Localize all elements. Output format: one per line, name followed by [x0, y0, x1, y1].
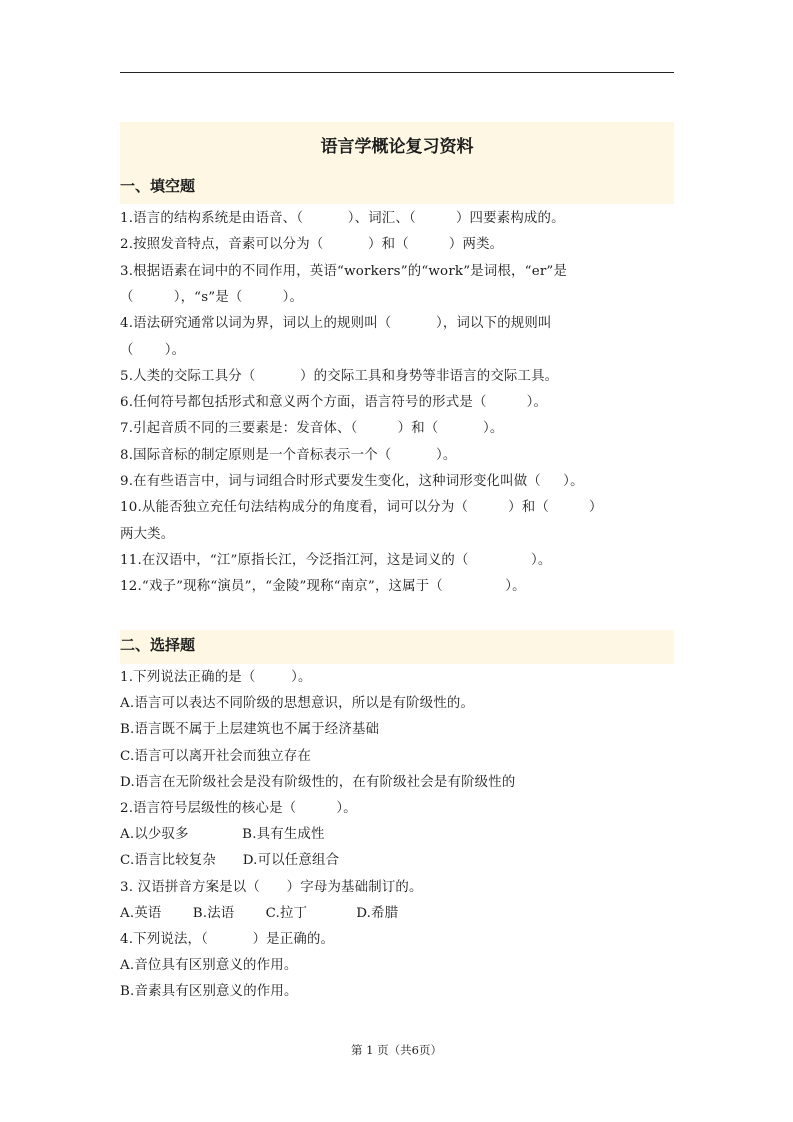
section1-heading: 一、填空题	[120, 177, 196, 195]
section1-line: 5.人类的交际工具分（ ）的交际工具和身势等非语言的交际工具。	[120, 368, 559, 384]
section1-line: 4.语法研究通常以词为界，词以上的规则叫（ ），词以下的规则叫	[120, 316, 552, 332]
section2-line: 4.下列说法，（ ）是正确的。	[120, 932, 335, 947]
section2-line: D.语言在无阶级社会是没有阶级性的，在有阶级社会是有阶级性的	[120, 774, 516, 790]
section2-line: A.以少驭多 B.具有生成性	[120, 827, 325, 843]
section2-line: C.语言可以离开社会而独立存在	[120, 748, 312, 764]
section1-line: 7.引起音质不同的三要素是：发音体、（ ）和（ ）。	[120, 421, 504, 437]
section2-line: A.音位具有区别意义的作用。	[120, 958, 298, 974]
section1-line: 9.在有些语言中，词与词组合时形式要发生变化，这种词形变化叫做（ ）。	[120, 474, 584, 489]
section2-line: 2.语言符号层级性的核心是（ ）。	[120, 801, 357, 816]
section1-line: 6.任何符号都包括形式和意义两个方面，语言符号的形式是（ ）。	[120, 395, 548, 411]
section1-line: 1.语言的结构系统是由语音、（ ）、词汇、（ ）四要素构成的。	[120, 211, 565, 226]
section1-line: （ ），“s”是（ ）。	[120, 289, 304, 305]
section2-line: A.英语 B.法语 C.拉丁 D.希腊	[120, 905, 399, 921]
section1-line: 10.从能否独立充任句法结构成分的角度看，词可以分为（ ）和（ ）	[120, 500, 603, 516]
document-title: 语言学概论复习资料	[320, 137, 474, 157]
section2-line: B.语言既不属于上层建筑也不属于经济基础	[120, 722, 380, 738]
section1-line: 2.按照发音特点，音素可以分为（ ）和（ ）两类。	[120, 237, 504, 253]
section2-line: A.语言可以表达不同阶级的思想意识，所以是有阶级性的。	[120, 696, 475, 712]
section1-line: 两大类。	[120, 526, 175, 542]
section1-line: 3.根据语素在词中的不同作用，英语“workers”的“work”是词根，“er”是	[120, 263, 568, 279]
section2-line: 1.下列说法正确的是（ ）。	[120, 670, 312, 685]
section2-line: 3. 汉语拼音方案是以（ ）字母为基础制订的。	[120, 879, 423, 895]
section2-line: B.音素具有区别意义的作用。	[120, 984, 298, 1000]
section2-line: C.语言比较复杂 D.可以任意组合	[120, 853, 340, 869]
header-rule	[120, 72, 674, 73]
section1-line: （ ）。	[120, 342, 186, 358]
section1-line: 8.国际音标的制定原则是一个音标表示一个（ ）。	[120, 447, 457, 463]
section2-heading: 二、选择题	[120, 636, 196, 654]
page-footer: 第 1 页（共6页）	[351, 1043, 442, 1057]
section2-band	[120, 630, 674, 664]
section1-line: 12.“戏子”现称“演员”，“金陵”现称“南京”，这属于（ ）。	[120, 579, 526, 595]
section1-line: 11.在汉语中，“江”原指长江，今泛指江河，这是词义的（ ）。	[120, 552, 552, 568]
